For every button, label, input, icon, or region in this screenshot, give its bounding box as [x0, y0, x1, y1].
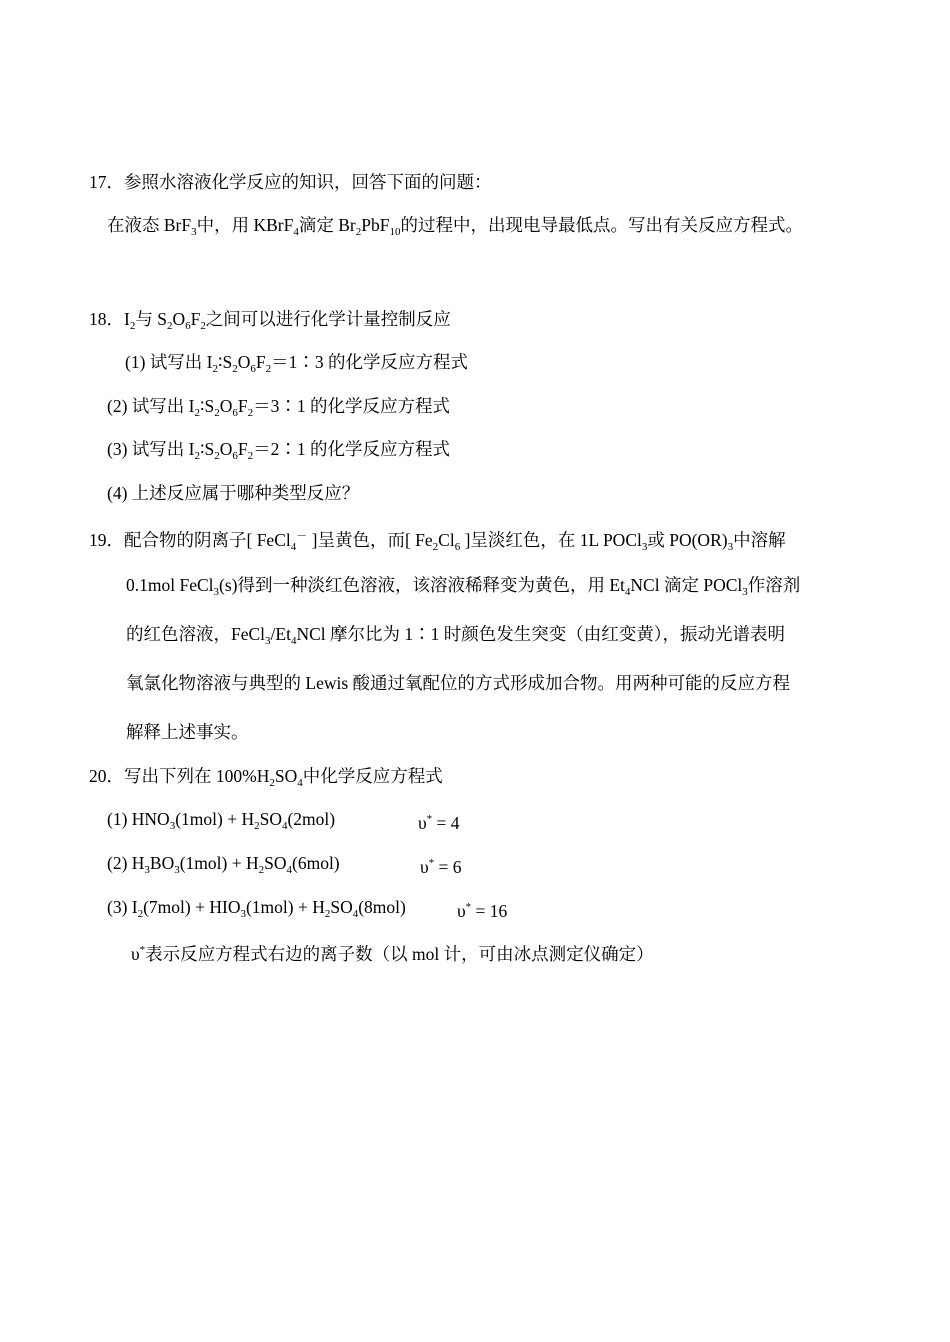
q18-title: 18．$I_2$与 $S_2O_6F_2$之间可以进行化学计量控制反应 — [89, 309, 451, 332]
q20-note: υ*表示反应方程式右边的离子数（以 mol 计，可由冰点测定仪确定） — [131, 944, 654, 964]
q19-line-5: 解释上述事实。 — [126, 722, 249, 742]
q20-equation-2: (2) $H_3BO_3(1mol) + H_2SO_4(6mol)$ — [107, 853, 340, 876]
q18-part-3: (3) 试写出 $I_2∶S_2O_6F_2=2∶1$ 的化学反应方程式 — [107, 439, 451, 462]
q19-line-4: 氧氯化物溶液与典型的 Lewis 酸通过氧配位的方式形成加合物。用两种可能的反应方程 — [126, 673, 791, 693]
q20-equation-3-ion-count: υ* = 16 — [457, 901, 508, 921]
q18-part-2: (2) 试写出 $I_2∶S_2O_6F_2=3∶1$ 的化学反应方程式 — [107, 396, 451, 419]
q20-equation-1-ion-count: υ* = 4 — [418, 813, 460, 833]
q20-equation-3: (3) $I_2(7mol) + HIO_3(1mol) + H_2SO_4(8mol)$ — [107, 897, 406, 920]
q17-body: 在液态 BrF$_3$中，用 KBrF$_4$滴定 $Br_2PbF_{10}$的过程中，出现电导最低点。写出有关反应方程式。 — [107, 215, 803, 238]
q20-equation-1: (1) $HNO_3(1mol) + H_2SO_4(2mol)$ — [107, 809, 336, 832]
q19-line-1: 19．配合物的阴离子[ FeCl$_4$－ ]呈黄色，而[ $Fe_2Cl_6$ ]呈淡红色，在 1L POCl$_3$或 $PO(OR)_3$中溶解 — [89, 530, 786, 553]
q20-equation-2-ion-count: υ* = 6 — [420, 857, 462, 877]
q20-title: 20．写出下列在 $100\%H_2SO_4$中化学反应方程式 — [89, 766, 443, 789]
q18-part-4: (4) 上述反应属于哪种类型反应？ — [107, 483, 360, 503]
q18-part-1: (1) 试写出 $I_2∶S_2O_6F_2=1∶3$ 的化学反应方程式 — [125, 352, 469, 375]
q19-line-2: 0.1mol FeCl$_3$(s)得到一种淡红色溶液，该溶液稀释变为黄色，用 $Et_4NCl$ 滴定 POCl$_3$作溶剂 — [126, 575, 801, 598]
q17-title: 17．参照水溶液化学反应的知识，回答下面的问题： — [89, 172, 492, 192]
q19-line-3: 的红色溶液，$FeCl_3/Et_4NCl$ 摩尔比为 1∶1 时颜色发生突变（由红变黄），振动光谱表明 — [126, 624, 786, 647]
